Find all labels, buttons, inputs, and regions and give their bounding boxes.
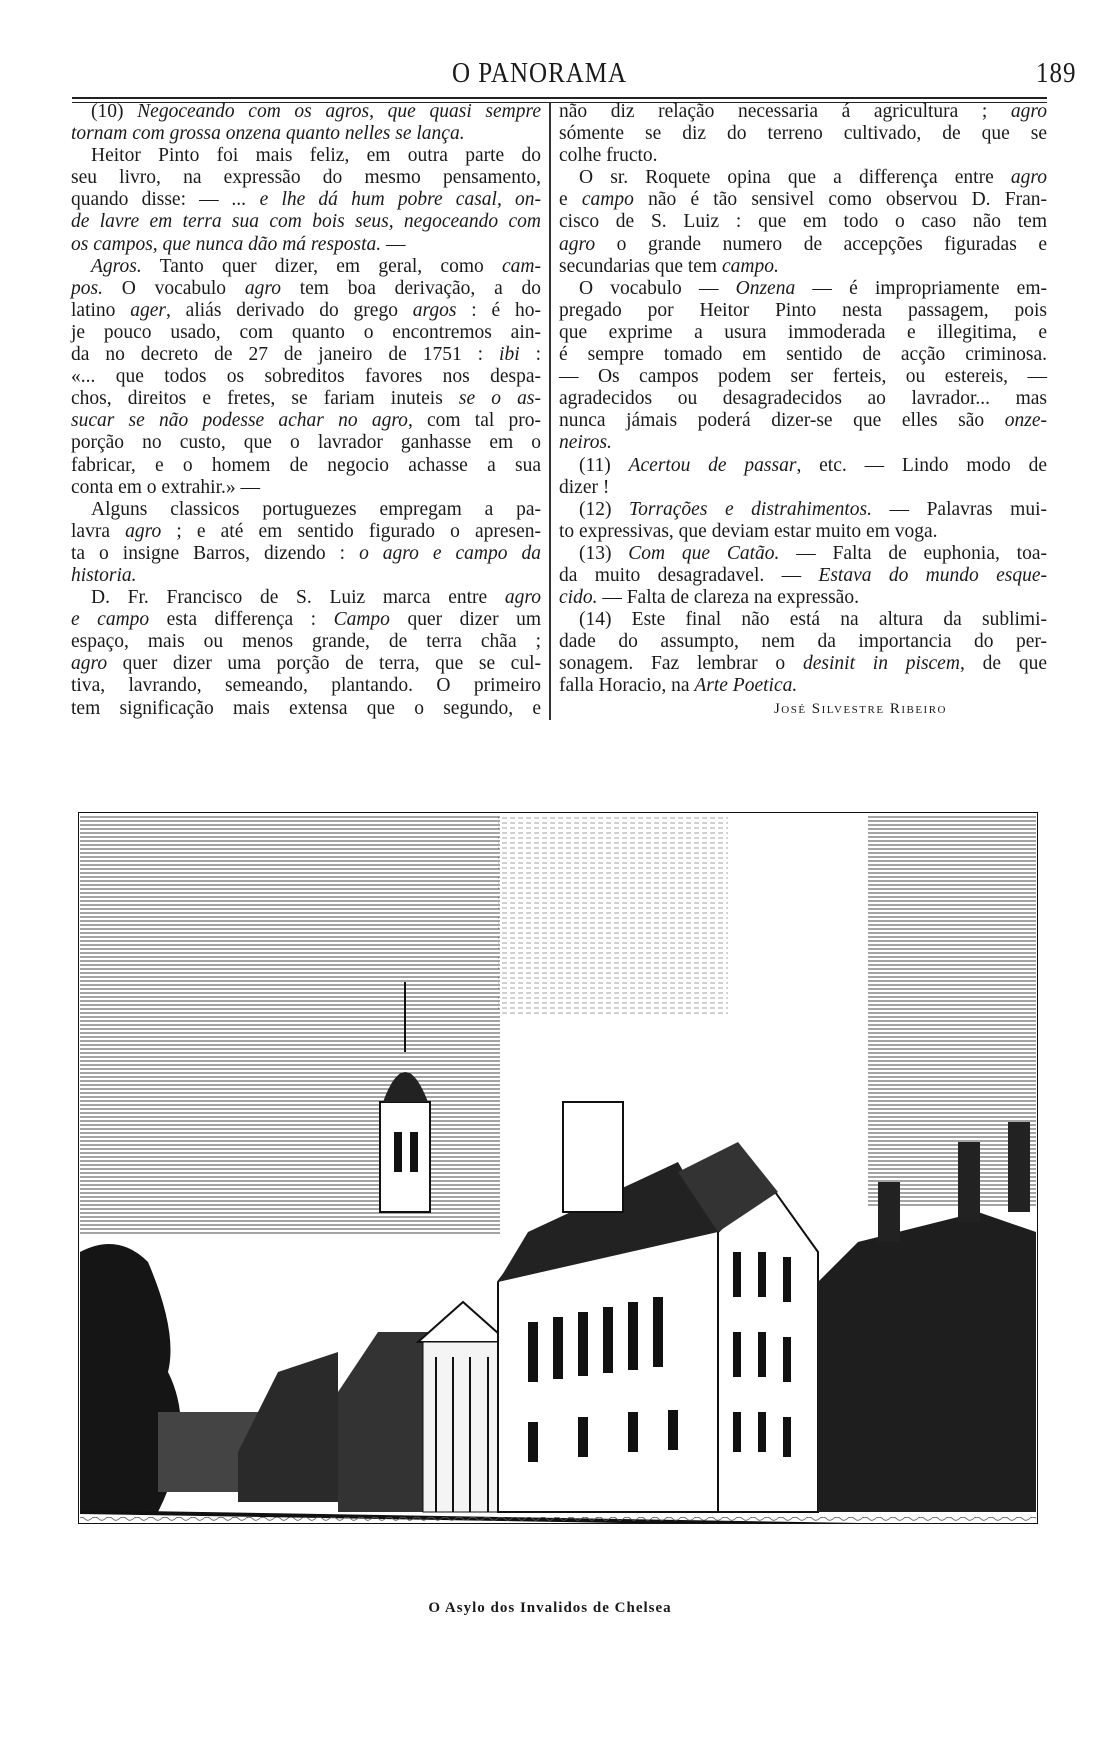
text-segment: latino: [71, 299, 131, 321]
text-line: [71, 477, 541, 499]
italic-text: Torrações e distrahimentos.: [629, 498, 872, 520]
text-line: [559, 499, 1047, 521]
text-segment: da no decreto de 27 de janeiro de 1751 :: [71, 344, 500, 366]
text-line: [71, 145, 541, 167]
text-line: [71, 455, 541, 477]
text-line: [71, 256, 541, 278]
italic-text: Onzena: [735, 277, 796, 299]
text-line: [71, 499, 541, 521]
author-signature: [559, 698, 1047, 720]
text-segment: — é impropriamente em-: [795, 277, 1047, 299]
italic-text: cido.: [559, 587, 598, 609]
text-line: [71, 189, 541, 211]
text-segment: quer dizer uma porção de terra, que se cul-: [107, 653, 541, 675]
text-segment: tem significação mais extensa que o segundo, e: [71, 697, 541, 719]
text-segment: , aliás derivado do grego: [165, 299, 413, 321]
sky-hatching-left: [80, 816, 500, 1236]
text-segment: cisco de S. Luiz : que em todo o caso não tem: [559, 211, 1047, 233]
text-line: [559, 587, 1047, 609]
text-segment: D. Fr. Francisco de S. Luiz marca entre: [91, 587, 505, 609]
text-line: [71, 366, 541, 388]
column-divider: [549, 102, 551, 720]
running-title: O PANORAMA: [452, 58, 628, 90]
text-line: [71, 278, 541, 300]
text-segment: — Falta de euphonia, toa-: [779, 542, 1047, 564]
italic-text: Com que Catão.: [628, 542, 780, 564]
text-segment: conta em o extrahir.» —: [71, 476, 260, 498]
text-line: [559, 432, 1047, 454]
text-segment: que exprime a usura immoderada e illegitima, e: [559, 321, 1047, 343]
text-segment: dizer !: [559, 476, 610, 498]
text-segment: (12): [579, 498, 630, 520]
text-segment: quer dizer um: [389, 609, 541, 631]
italic-text: argos: [412, 299, 457, 321]
text-line: [71, 432, 541, 454]
text-segment: e: [559, 189, 582, 211]
text-segment: tem boa derivação, a do: [280, 277, 541, 299]
page-number: 189: [1036, 58, 1077, 90]
text-line: [559, 211, 1047, 233]
text-segment: esta differença :: [149, 609, 334, 631]
text-line: [559, 609, 1047, 631]
text-segment: dade do assumpto, nem da importancia do per-: [559, 631, 1047, 653]
italic-text: agro: [1010, 167, 1047, 189]
east-wing: [818, 1212, 1036, 1512]
text-segment: O vocabulo: [102, 277, 245, 299]
text-segment: — Os campos podem ser ferteis, ou estereis, —: [559, 366, 1047, 388]
italic-text: Estava do mundo esque-: [818, 564, 1047, 586]
italic-text: campo.: [721, 255, 779, 277]
text-line: [559, 410, 1047, 432]
text-segment: falla Horacio, na: [559, 675, 695, 697]
italic-text: neiros.: [559, 432, 612, 454]
text-line: [559, 455, 1047, 477]
text-line: [559, 189, 1047, 211]
text-segment: pregado por Heitor Pinto nesta passagem, pois: [559, 299, 1047, 321]
italic-text: agro: [504, 587, 541, 609]
text-line: [559, 256, 1047, 278]
text-segment: lavra: [71, 520, 126, 542]
italic-text: onze-: [1004, 410, 1047, 432]
text-line: [71, 101, 541, 123]
italic-text: Campo: [333, 609, 390, 631]
text-segment: sonagem. Faz lembrar o: [559, 653, 803, 675]
text-segment: «... que todos os sobreditos favores nos despa-: [71, 366, 541, 388]
text-line: [71, 167, 541, 189]
text-segment: fabricar, e o homem de negocio achasse a sua: [71, 454, 541, 476]
text-segment: Tanto quer dizer, em geral, como: [141, 255, 503, 277]
text-line: [559, 278, 1047, 300]
italic-text: cam-: [502, 255, 541, 277]
text-segment: seu livro, na expressão do mesmo pensamento,: [71, 167, 541, 189]
text-line: [559, 344, 1047, 366]
text-line: [71, 675, 541, 697]
text-segment: secundarias que tem: [559, 255, 722, 277]
text-line: [71, 698, 541, 720]
text-line: [71, 653, 541, 675]
text-segment: chos, direitos e fretes, se fariam inuteis: [71, 388, 459, 410]
italic-text: pos.: [71, 277, 103, 299]
text-line: [71, 344, 541, 366]
text-line: [71, 609, 541, 631]
text-line: [71, 410, 541, 432]
text-line: [71, 211, 541, 233]
italic-text: sucar se não podesse achar no agro: [71, 410, 408, 432]
text-segment: , com tal pro-: [407, 410, 541, 432]
text-line: [559, 123, 1047, 145]
right-column: [559, 101, 1047, 720]
text-segment: sómente se diz do terreno cultivado, de que se: [559, 123, 1047, 145]
text-segment: não é tão sensivel como observou D. Fran-: [633, 189, 1048, 211]
text-line: [559, 565, 1047, 587]
left-column: [71, 101, 541, 720]
text-line: [559, 388, 1047, 410]
italic-text: ibi: [499, 344, 520, 366]
header-rule: [72, 97, 1047, 99]
text-line: [71, 123, 541, 145]
italic-text: e campo: [71, 609, 150, 631]
text-line: [71, 388, 541, 410]
italic-text: o agro e campo da: [359, 542, 541, 564]
text-segment: to expressivas, que deviam estar muito em voga.: [559, 520, 938, 542]
italic-text: agro: [71, 653, 108, 675]
text-segment: nunca jámais poderá dizer-se que elles são: [559, 410, 1005, 432]
text-line: [559, 145, 1047, 167]
italic-text: campo: [581, 189, 634, 211]
text-segment: não diz relação necessaria á agricultura ;: [559, 101, 1011, 122]
italic-text: tornam com grossa onzena quanto nelles se lança.: [71, 123, 465, 145]
text-line: [71, 587, 541, 609]
italic-text: os campos, que nunca dão má resposta.: [71, 233, 382, 255]
italic-text: de lavre em terra sua com bois seus, negoceando com: [71, 211, 541, 233]
text-segment: , de que: [959, 653, 1047, 675]
text-line: [71, 565, 541, 587]
italic-text: Acertou de passar: [628, 454, 797, 476]
text-segment: da muito desagradavel. —: [559, 564, 819, 586]
text-segment: Alguns classicos portuguezes empregam a pa-: [91, 498, 541, 520]
text-segment: — Falta de clareza na expressão.: [597, 587, 859, 609]
italic-text: Negoceando com os agros, que quasi sempre: [137, 101, 541, 122]
text-segment: —: [381, 233, 406, 255]
text-segment: (11): [579, 454, 629, 476]
text-segment: — Palavras mui-: [871, 498, 1048, 520]
text-segment: (14) Este final não está na altura da sublimi-: [579, 609, 1047, 631]
italic-text: agro: [125, 520, 162, 542]
text-segment: é sempre tomado em sentido de acção criminosa.: [559, 344, 1047, 366]
text-segment: (10): [91, 101, 138, 122]
illustration-caption: O Asylo dos Invalidos de Chelsea: [428, 1600, 672, 1616]
text-line: [559, 167, 1047, 189]
text-segment: quando disse: —: [71, 189, 232, 211]
engraving-chelsea-hospital: [78, 812, 1038, 1524]
text-line: [559, 653, 1047, 675]
text-segment: José Silvestre Ribeiro: [773, 700, 947, 717]
text-segment: (13): [579, 542, 629, 564]
italic-text: ... e lhe dá hum pobre casal, on-: [231, 189, 541, 211]
text-line: [71, 631, 541, 653]
text-segment: agradecidos ou desagradecidos ao lavrador... mas: [559, 388, 1047, 410]
text-line: [71, 543, 541, 565]
italic-text: historia.: [71, 564, 137, 586]
italic-text: Agros.: [91, 255, 142, 277]
text-line: [559, 300, 1047, 322]
text-line: [559, 521, 1047, 543]
text-segment: , etc. — Lindo modo de: [796, 454, 1047, 476]
text-line: [71, 322, 541, 344]
text-line: [559, 543, 1047, 565]
text-segment: Heitor Pinto foi mais feliz, em outra parte do: [91, 145, 541, 167]
italic-text: agro: [244, 277, 281, 299]
italic-text: Arte Poetica.: [694, 675, 798, 697]
italic-text: agro: [1010, 101, 1047, 122]
text-line: [559, 101, 1047, 123]
text-line: [71, 234, 541, 256]
text-segment: O sr. Roquete opina que a differença entre: [579, 167, 1011, 189]
text-segment: je pouco usado, com quanto o encontremos ain-: [71, 321, 541, 343]
italic-text: ager: [130, 299, 166, 321]
text-line: [559, 322, 1047, 344]
text-segment: espaço, mais ou menos grande, de terra chãa ;: [71, 631, 541, 653]
text-segment: colhe fructo.: [559, 145, 658, 167]
italic-text: se o as-: [458, 388, 541, 410]
italic-text: agro: [559, 233, 596, 255]
text-line: [559, 631, 1047, 653]
italic-text: desinit in piscem: [802, 653, 960, 675]
text-segment: o grande numero de accepções figuradas e: [595, 233, 1047, 255]
text-segment: :: [519, 344, 541, 366]
text-segment: O vocabulo —: [579, 277, 736, 299]
text-line: [559, 366, 1047, 388]
text-segment: ; e até em sentido figurado o apresen-: [161, 520, 541, 542]
text-line: [559, 234, 1047, 256]
text-line: [71, 521, 541, 543]
text-segment: : é ho-: [456, 299, 541, 321]
text-segment: tiva, lavrando, semeando, plantando. O primeiro: [71, 675, 541, 697]
text-segment: porção no custo, que o lavrador ganhasse em o: [71, 432, 541, 454]
text-line: [559, 477, 1047, 499]
text-line: [559, 675, 1047, 697]
text-segment: ta o insigne Barros, dizendo :: [71, 542, 360, 564]
text-line: [71, 300, 541, 322]
